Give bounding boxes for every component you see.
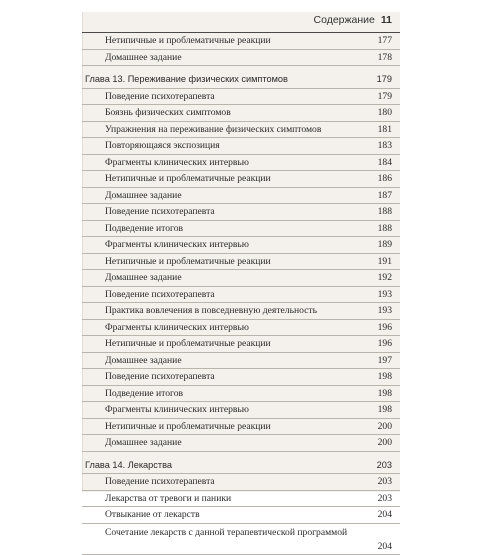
toc-entry-row bbox=[82, 474, 400, 491]
running-head-page-number: 11 bbox=[380, 14, 392, 26]
entry-title: Лекарства от тревоги и паники bbox=[105, 492, 232, 504]
page-number: 193 bbox=[377, 288, 392, 300]
toc-entry-row bbox=[82, 303, 400, 320]
entry-title: Боязнь физических симптомов bbox=[105, 107, 231, 118]
toc-entry-row bbox=[82, 386, 400, 403]
toc-entry-row bbox=[82, 188, 400, 205]
page-number: 186 bbox=[377, 173, 392, 184]
toc-entry-row bbox=[82, 155, 400, 172]
toc-entry-row bbox=[82, 204, 400, 221]
page-number: 193 bbox=[377, 305, 392, 316]
toc-entry-row bbox=[82, 171, 400, 188]
entry-title: Домашнее задание bbox=[105, 272, 182, 283]
page-number: 196 bbox=[377, 338, 392, 349]
entry-title: Домашнее задание bbox=[105, 354, 182, 366]
toc-chapter-row bbox=[82, 72, 400, 89]
toc-entry-row bbox=[82, 270, 400, 287]
toc-entry-row bbox=[82, 105, 400, 122]
entry-title: Домашнее задание bbox=[105, 189, 182, 201]
toc-entry-row bbox=[82, 138, 400, 155]
page-number: 178 bbox=[377, 51, 392, 63]
page-number: 203 bbox=[377, 476, 392, 487]
toc-entry-row bbox=[82, 221, 400, 238]
toc-entry-row bbox=[82, 237, 400, 254]
toc-entry-row bbox=[82, 353, 400, 370]
entry-title: Подведение итогов bbox=[105, 387, 184, 399]
entry-title: Повторяющаяся экспозиция bbox=[105, 140, 220, 151]
entry-title: Практика вовлечения в повседневную деятельность bbox=[105, 305, 317, 316]
entry-title: Домашнее задание bbox=[105, 51, 182, 63]
toc-entry-row bbox=[82, 491, 400, 508]
page-number: 191 bbox=[377, 255, 392, 267]
page-number: 177 bbox=[377, 35, 392, 46]
page-number: 179 bbox=[376, 74, 392, 84]
entry-title: Нетипичные и проблематичные реакции bbox=[105, 338, 271, 349]
page-number: 189 bbox=[377, 239, 392, 250]
entry-title: Фрагменты клинических интервью bbox=[105, 239, 249, 250]
toc-entry-row bbox=[82, 33, 400, 50]
entry-title: Подведение итогов bbox=[105, 222, 184, 234]
entry-title: Поведение психотерапевта bbox=[105, 206, 215, 217]
toc-entry-row bbox=[82, 254, 400, 271]
book-page bbox=[82, 12, 400, 552]
toc-entry-row bbox=[82, 419, 400, 436]
toc-entry-row bbox=[82, 402, 400, 419]
page-number: 192 bbox=[377, 272, 392, 283]
entry-title: Нетипичные и проблематичные реакции bbox=[105, 255, 271, 267]
entry-title: Поведение психотерапевта bbox=[105, 288, 215, 300]
entry-title: Отвыкание от лекарств bbox=[105, 509, 200, 520]
entry-title: Фрагменты клинических интервью bbox=[105, 404, 249, 415]
chapter-title: Глава 14. Лекарства bbox=[85, 459, 172, 470]
running-head-title: Содержание bbox=[313, 14, 375, 26]
page-number: 197 bbox=[377, 354, 392, 366]
page-number: 198 bbox=[377, 387, 392, 399]
page-number: 200 bbox=[377, 437, 392, 448]
toc-entry-row bbox=[82, 507, 400, 524]
page-number: 188 bbox=[377, 206, 392, 217]
page-number: 196 bbox=[377, 321, 392, 333]
entry-title: Поведение психотерапевта bbox=[105, 90, 215, 102]
page-number: 203 bbox=[377, 492, 392, 504]
toc-entry-row bbox=[82, 524, 400, 555]
page-number: 187 bbox=[377, 189, 392, 201]
entry-title: Нетипичные и проблематичные реакции bbox=[105, 35, 271, 46]
table-of-contents bbox=[82, 33, 400, 555]
chapter-title: Глава 13. Переживание физических симптомов bbox=[85, 74, 288, 84]
page-number: 181 bbox=[377, 123, 392, 135]
toc-entry-row bbox=[82, 89, 400, 106]
toc-entry-row bbox=[82, 50, 400, 67]
page-number: 188 bbox=[377, 222, 392, 234]
entry-title: Домашнее задание bbox=[105, 437, 182, 448]
entry-title: Упражнения на переживание физических симптомов bbox=[105, 123, 322, 135]
page-number: 198 bbox=[377, 371, 392, 382]
entry-title: Фрагменты клинических интервью bbox=[105, 156, 249, 168]
entry-title: Фрагменты клинических интервью bbox=[105, 321, 249, 333]
page-number: 180 bbox=[377, 107, 392, 118]
toc-entry-row bbox=[82, 336, 400, 353]
page-number: 183 bbox=[377, 140, 392, 151]
toc-entry-row bbox=[82, 287, 400, 304]
toc-entry-row bbox=[82, 320, 400, 337]
page-number: 203 bbox=[376, 459, 392, 470]
page-number: 204 bbox=[377, 509, 392, 520]
entry-title: Нетипичные и проблематичные реакции bbox=[105, 420, 271, 432]
toc-entry-row bbox=[82, 369, 400, 386]
page-number: 179 bbox=[377, 90, 392, 102]
page-number: 200 bbox=[377, 420, 392, 432]
entry-title: Нетипичные и проблематичные реакции bbox=[105, 173, 271, 184]
page-number: 184 bbox=[377, 156, 392, 168]
toc-entry-row bbox=[82, 122, 400, 139]
toc-entry-row bbox=[82, 435, 400, 452]
entry-title: Поведение психотерапевта bbox=[105, 371, 215, 382]
toc-chapter-row bbox=[82, 458, 400, 475]
entry-title: Поведение психотерапевта bbox=[105, 476, 215, 487]
page-number: 198 bbox=[377, 404, 392, 415]
entry-title: Сочетание лекарств с данной терапевтической программой bbox=[105, 526, 348, 538]
running-head bbox=[314, 14, 392, 26]
page-number: 204 bbox=[377, 540, 392, 552]
